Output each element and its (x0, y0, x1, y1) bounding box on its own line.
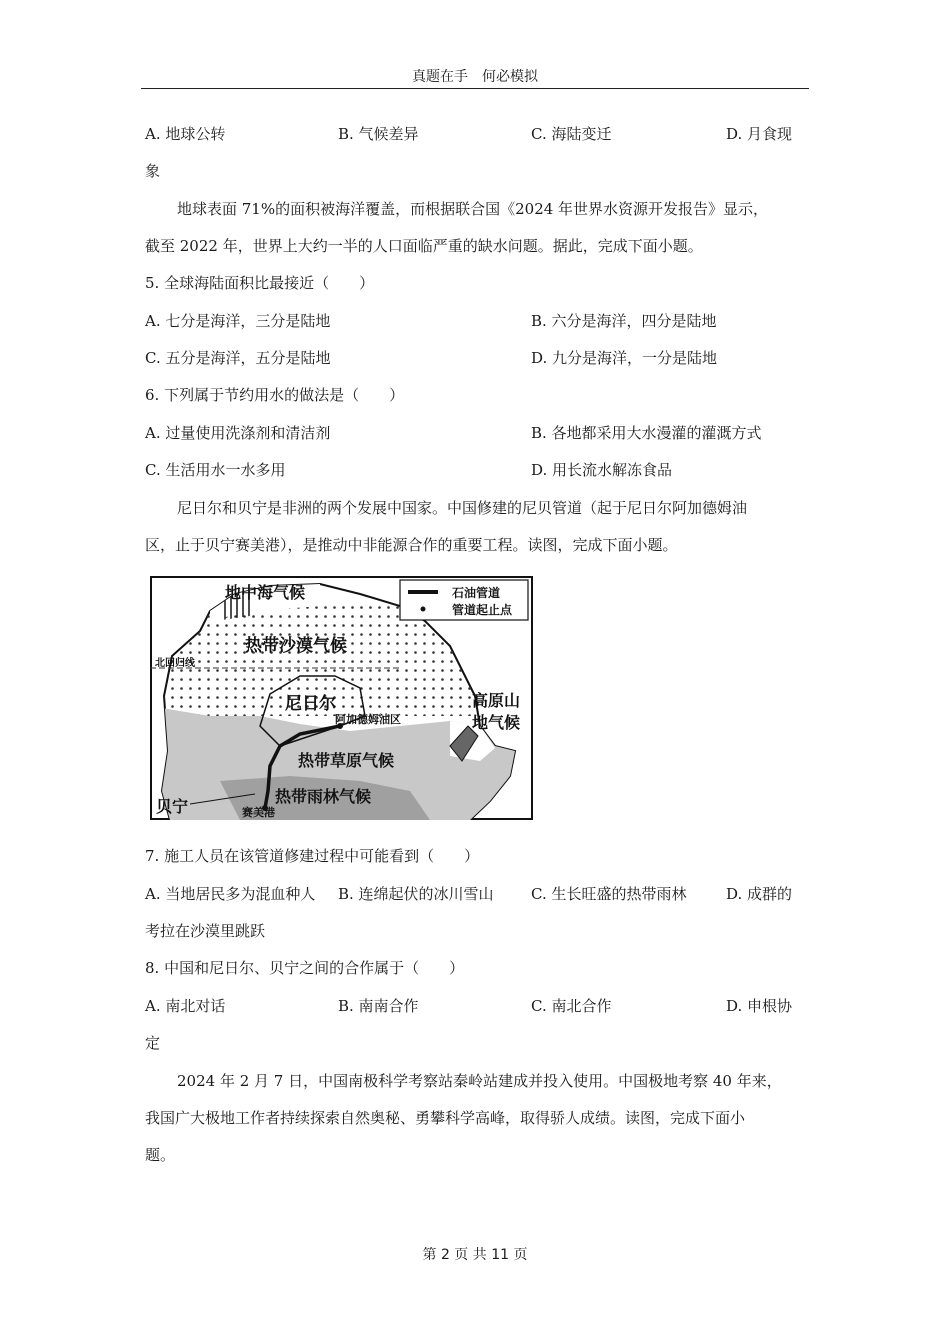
q7-option-d-continued: 考拉在沙漠里跳跃 (145, 922, 266, 940)
passage3-line2: 我国广大极地工作者持续探索自然奥秘、勇攀科学高峰，取得骄人成绩。读图，完成下面小 (145, 1109, 746, 1127)
q5-option-c: C. 五分是海洋，五分是陆地 (145, 349, 331, 367)
label-seme: 赛美港 (242, 806, 275, 819)
passage1-line1: 地球表面 71%的面积被海洋覆盖，而根据联合国《2024 年世界水资源开发报告》显示， (177, 200, 769, 218)
q8-option-a: A. 南北对话 (145, 997, 226, 1015)
q7-stem: 7. 施工人员在该管道修建过程中可能看到（ ） (145, 847, 480, 865)
q4-option-c: C. 海陆变迁 (531, 125, 612, 143)
passage3-line1: 2024 年 2 月 7 日，中国南极科学考察站秦岭站建成并投入使用。中国极地考察 40 年来， (177, 1072, 782, 1090)
label-benin: 贝宁 (156, 797, 189, 816)
label-mediterranean: 地中海气候 (225, 583, 306, 602)
q4-option-d: D. 月食现 (726, 125, 793, 143)
q8-option-b: B. 南南合作 (338, 997, 419, 1015)
q8-stem: 8. 中国和尼日尔、贝宁之间的合作属于（ ） (145, 959, 465, 977)
label-niger: 尼日尔 (285, 694, 336, 714)
label-savanna: 热带草原气候 (298, 751, 395, 770)
q7-option-a: A. 当地居民多为混血种人 (145, 885, 316, 903)
q5-option-d: D. 九分是海洋，一分是陆地 (531, 349, 718, 367)
label-agadem: 阿加德姆油区 (335, 713, 401, 726)
q6-option-d: D. 用长流水解冻食品 (531, 461, 673, 479)
climate-map (150, 576, 533, 820)
q4-option-d-continued: 象 (145, 162, 161, 180)
q6-stem: 6. 下列属于节约用水的做法是（ ） (145, 386, 405, 404)
passage2-line1: 尼日尔和贝宁是非洲的两个发展中国家。中国修建的尼贝管道（起于尼日尔阿加德姆油 (177, 499, 748, 517)
label-desert: 热带沙漠气候 (245, 636, 347, 656)
passage2-line2: 区，止于贝宁赛美港），是推动中非能源合作的重要工程。读图，完成下面小题。 (145, 536, 678, 554)
passage3-line3: 题。 (145, 1146, 176, 1164)
legend-pipeline: 石油管道 (452, 586, 501, 600)
q6-option-b: B. 各地都采用大水漫灌的灌溉方式 (531, 424, 762, 442)
page-footer: 第 2 页 共 11 页 (422, 1247, 528, 1263)
label-tropic: 北回归线 (155, 658, 195, 669)
label-highland-2: 地气候 (472, 713, 521, 732)
passage1-line2: 截至 2022 年，世界上大约一半的人口面临严重的缺水问题。据此，完成下面小题。 (145, 237, 703, 255)
q6-option-c: C. 生活用水一水多用 (145, 461, 286, 479)
q4-option-b: B. 气候差异 (338, 125, 419, 143)
climate-map-svg (150, 576, 533, 820)
header-rule (141, 88, 809, 89)
q7-option-c: C. 生长旺盛的热带雨林 (531, 885, 687, 903)
label-rainforest: 热带雨林气候 (275, 787, 372, 806)
q8-option-d: D. 申根协 (726, 997, 793, 1015)
legend-endpoints: 管道起止点 (452, 603, 513, 617)
label-highland-1: 高原山 (472, 691, 521, 710)
q5-stem: 5. 全球海陆面积比最接近（ ） (145, 274, 375, 292)
q6-option-a: A. 过量使用洗涤剂和清洁剂 (145, 424, 331, 442)
q8-option-c: C. 南北合作 (531, 997, 612, 1015)
q7-option-d: D. 成群的 (726, 885, 793, 903)
q7-option-b: B. 连绵起伏的冰川雪山 (338, 885, 494, 903)
q5-option-a: A. 七分是海洋，三分是陆地 (145, 312, 331, 330)
q5-option-b: B. 六分是海洋，四分是陆地 (531, 312, 717, 330)
q8-option-d-continued: 定 (145, 1034, 161, 1052)
q4-option-a: A. 地球公转 (145, 125, 226, 143)
page-header: 真题在手 何必模拟 (412, 69, 538, 85)
